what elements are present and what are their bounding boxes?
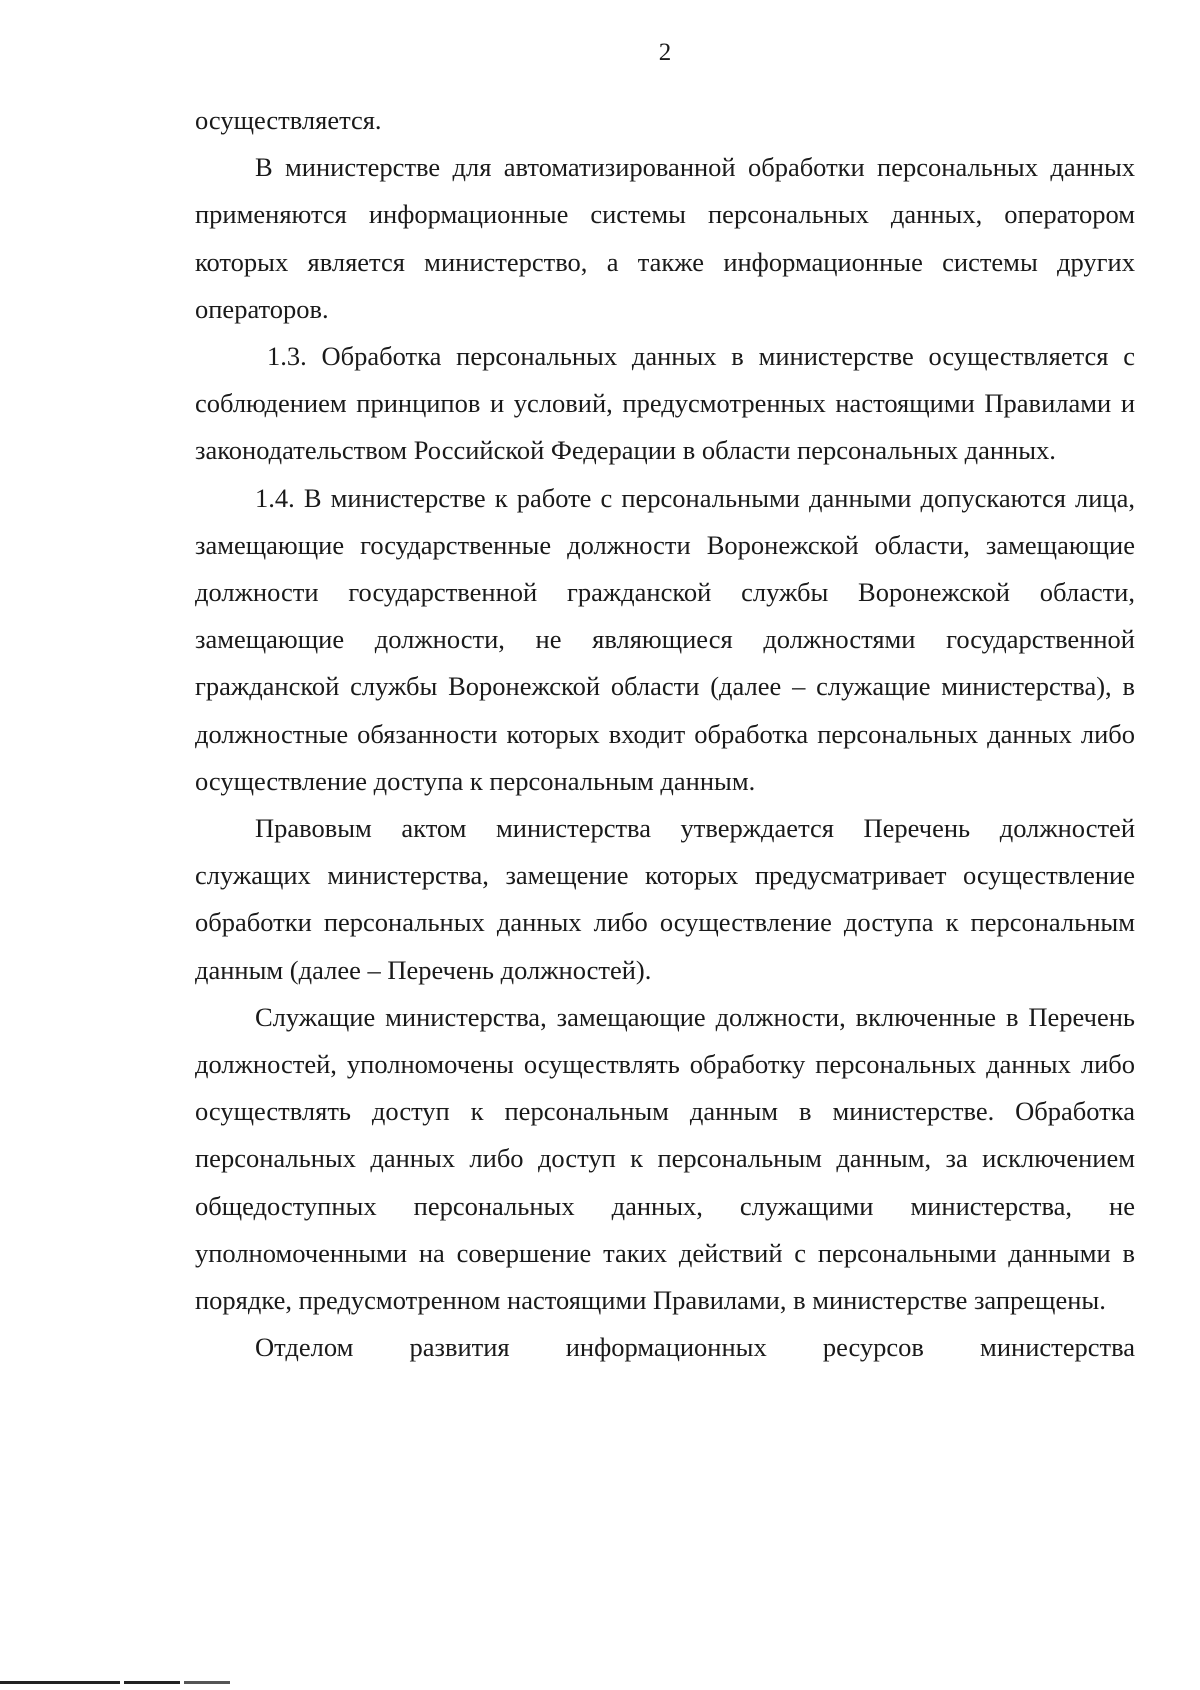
paragraph-1-3: 1.3. Обработка персональных данных в министерстве осуществляется с соблюдением принципов и условий, предусмотренных настоящими Правилами и законодательством Российской Федерации в области персональных данных. — [195, 341, 1135, 466]
footer-rule — [0, 1681, 230, 1684]
document-body — [195, 97, 1135, 1371]
page-number: 2 — [658, 39, 672, 66]
paragraph-1-4: 1.4. В министерстве к работе с персональными данными допускаются лица, замещающие государственные должности Воронежской области, замещающие должности государственной гражданской службы Воронежской области, замещающие должности, не являющиеся должностями государственной гражданской службы Воронежской области (далее – служащие министерства), в должностные обязанности которых входит обработка персональных данных либо осуществление доступа к персональным данным. — [195, 482, 1135, 796]
paragraph-information-systems: В министерстве для автоматизированной обработки персональных данных применяются информационные системы персональных данных, оператором которых является министерство, а также информационные системы других операторов. — [195, 152, 1135, 324]
paragraph-department: Отделом развития информационных ресурсов министерства — [255, 1332, 1135, 1363]
paragraph-continuation: осуществляется. — [195, 105, 382, 135]
paragraph-authorized-employees: Служащие министерства, замещающие должности, включенные в Перечень должностей, уполномочены осуществлять обработку персональных данных либо осуществлять доступ к персональным данным в министерстве. Обработка персональных данных либо доступ к персональным данным, за исключением общедоступных персональных данных, служащими министерства, не уполномоченными на совершение таких действий с персональными данными в порядке, предусмотренном настоящими Правилами, в министерстве запрещены. — [195, 1001, 1135, 1316]
paragraph-positions-list: Правовым актом министерства утверждается Перечень должностей служащих министерства, замещение которых предусматривает осуществление обработки персональных данных либо осуществление доступа к персональным данным (далее – Перечень должностей). — [195, 813, 1135, 985]
